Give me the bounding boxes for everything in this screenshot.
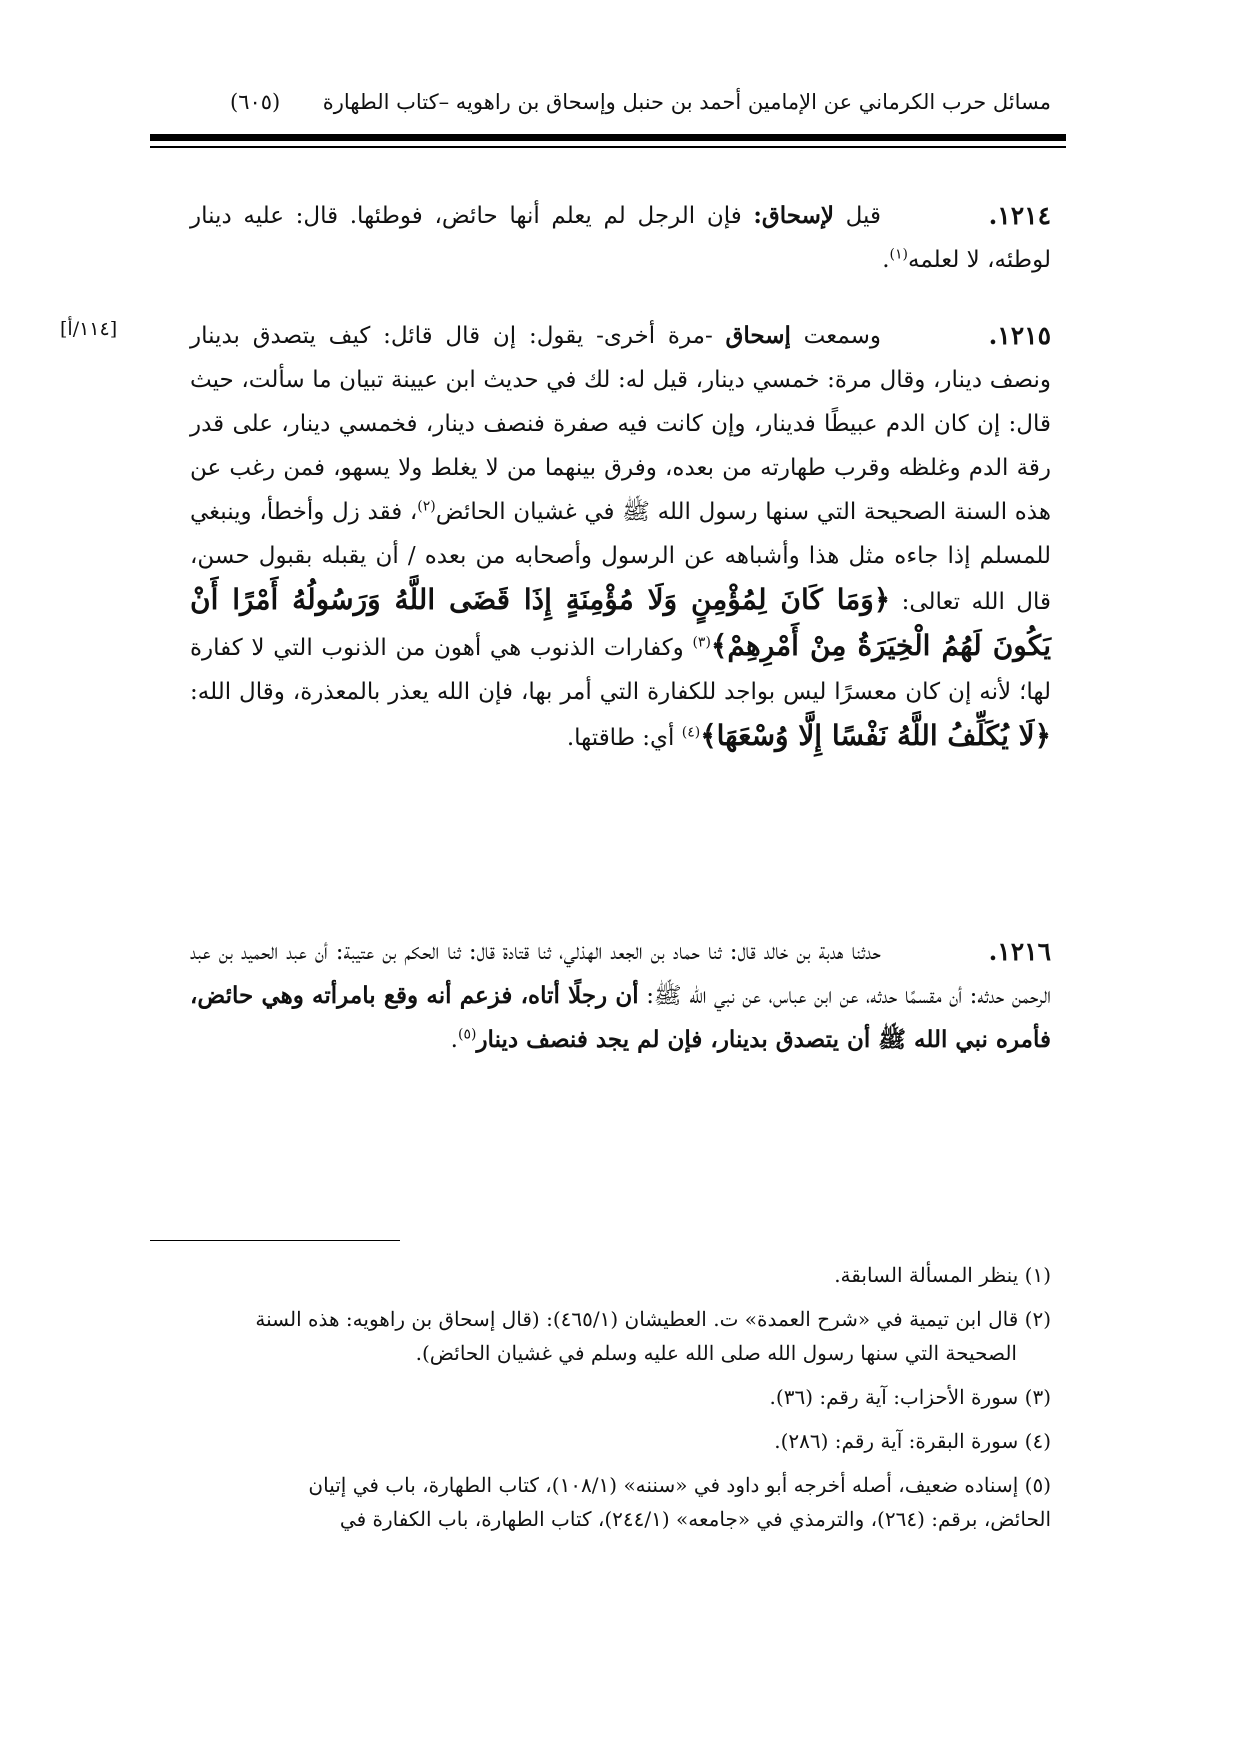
footnote-ref: (٤) (681, 724, 701, 741)
footnote-2: (٢) قال ابن تيمية في «شرح العمدة» ت. العطيشان (٤٦٥/١): (قال إسحاق بن راهويه: هذه السنة الصحيحة التي سنها رسول الله صلى الله عليه وسلم في غشيان الحائض). (255, 1307, 1051, 1365)
running-header (230, 86, 1051, 126)
manuscript-folio-ref: [١١٤/أ] (60, 318, 118, 340)
footnote-4: (٤) سورة البقرة: آية رقم: (٢٨٦). (774, 1429, 1051, 1453)
header-title: مسائل حرب الكرماني عن الإمامين أحمد بن حنبل وإسحاق بن راهويه –كتاب الطهارة (322, 90, 1051, 114)
speaker-name: إسحاق (725, 322, 791, 349)
issue-1216 (190, 930, 1051, 1062)
issue-1215 (190, 314, 1051, 760)
footnote-separator (150, 1240, 400, 1241)
header-rule-thin (150, 146, 1066, 148)
footnote-1: (١) ينظر المسألة السابقة. (834, 1263, 1051, 1287)
issue-text: حدثنا هدبة بن خالد قال: ثنا حماد بن الجعد الهذلي، ثنا قتادة قال: ثنا الحكم بن عتيبة: أن عبد الحميد بن عبد الرحمن حدثه: أن مقسمًا حدثه، عن ابن عباس، عن نبي الله ﷺ: أن رجلًا أتاه، فزعم أنه وقع بامرأته وهي حائض، فأمره نبي الله ﷺ أن يتصدق بدينار، فإن لم يجد فنصف دينار$^{(٥)}$. (190, 939, 1051, 1053)
quran-verse: ﴿وَمَا كَانَ لِمُؤْمِنٍ وَلَا مُؤْمِنَةٍ إِذَا قَضَى اللَّهُ وَرَسُولُهُ أَمْرًا أَنْ يَكُونَ لَهُمُ الْخِيَرَةُ مِنْ أَمْرِهِمْ﴾ (190, 583, 1051, 662)
quran-verse: ﴿لَا يُكَلِّفُ اللَّهُ نَفْسًا إِلَّا وُسْعَهَا﴾ (700, 719, 1051, 752)
footnotes (190, 1258, 1051, 1546)
issue-number: ١٢١٥. (988, 321, 1051, 350)
page-number: (٦٠٥) (230, 90, 281, 114)
header-rule-thick (150, 134, 1066, 141)
issue-1214 (190, 194, 1051, 282)
footnote-5: (٥) إسناده ضعيف، أصله أخرجه أبو داود في «سننه» (١٠٨/١)، كتاب الطهارة، باب في إتيان الحائض، برقم: (٢٦٤)، والترمذي في «جامعه» (٢٤٤/١)، كتاب الطهارة، باب الكفارة في (308, 1473, 1051, 1531)
footnote-ref: (٣) (692, 634, 711, 651)
issue-number: ١٢١٦. (988, 937, 1051, 966)
footnote-3: (٣) سورة الأحزاب: آية رقم: (٣٦). (769, 1385, 1051, 1409)
footnote-ref: (١) (889, 246, 909, 263)
footnote-ref: (٥) (457, 1026, 477, 1043)
speaker-name: لإسحاق: (753, 202, 834, 229)
issue-text: قيل لإسحاق: فإن الرجل لم يعلم أنها حائض، فوطئها. قال: عليه دينار لوطئه، لا لعلمه$^{(١)}$. (190, 202, 1051, 273)
hadith-text: أن رجلًا أتاه، فزعم أنه وقع بامرأته وهي حائض، فأمره نبي الله ﷺ أن يتصدق بدينار، فإن لم يجد فنصف دينار (190, 982, 1051, 1053)
issue-text: وسمعت إسحاق -مرة أخرى- يقول: إن قال قائل: كيف يتصدق بدينار ونصف دينار، وقال مرة: خمسي دينار، قيل له: لك في حديث ابن عيينة تبيان ما سألت، حيث قال: إن كان الدم عبيطًا فدينار، وإن كانت فيه صفرة فنصف دينار، فخمسي دينار، على قدر رقة الدم وغلظه وقرب طهارته من بعده، وفرق بينهما من لا يغلط ولا يسهو، فمن رغب عن هذه السنة الصحيحة التي سنها رسول الله ﷺ في غشيان الحائض$^{(٢)}$، فقد زل وأخطأ، وينبغي للمسلم إذا جاءه مثل هذا وأشباهه عن الرسول وأصحابه من بعده / أن يقبله بقبول حسن، قال الله تعالى: ﴿وَمَا كَانَ لِمُؤْمِنٍ وَلَا مُؤْمِنَةٍ إِذَا قَضَى اللَّهُ وَرَسُولُهُ أَمْرًا أَنْ يَكُونَ لَهُمُ الْخِيَرَةُ مِنْ أَمْرِهِمْ﴾$^{(٣)}$ وكفارات الذنوب هي أهون من الذنوب التي لا كفارة لها؛ لأنه إن كان معسرًا ليس بواجد للكفارة التي أمر بها، فإن الله يعذر بالمعذرة، وقال الله: ﴿لَا يُكَلِّفُ اللَّهُ نَفْسًا إِلَّا وُسْعَهَا﴾$^{(٤)}$ أي: طاقتها. (190, 322, 1052, 752)
issue-number: ١٢١٤. (988, 201, 1051, 230)
footnote-ref: (٢) (417, 498, 436, 515)
